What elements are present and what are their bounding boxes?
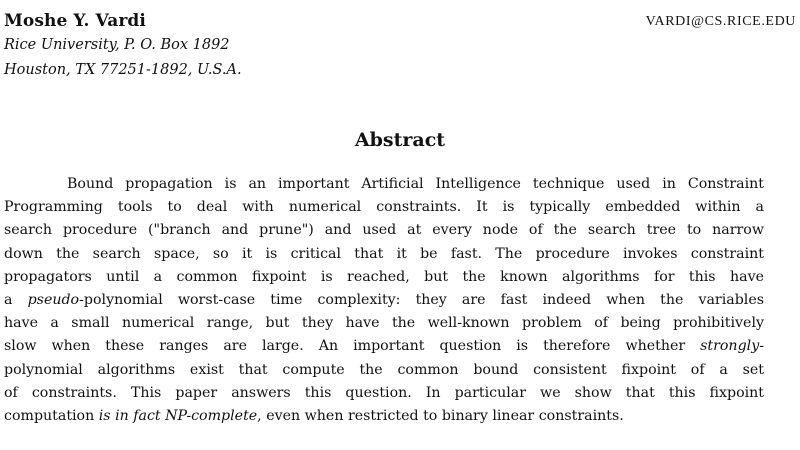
abstract-line-text: computation [4, 408, 99, 425]
abstract-line: have a small numerical range, but they have the well-known problem of being prohibitively [4, 315, 764, 332]
abstract-body [4, 173, 764, 428]
abstract-line [4, 335, 764, 358]
abstract-line [4, 405, 764, 428]
abstract-emphasis: pseudo [27, 292, 80, 309]
author-block [4, 9, 796, 83]
abstract-emphasis: is in fact NP-complete [98, 408, 258, 425]
author-name: Moshe Y. Vardi [4, 11, 146, 31]
abstract-line: of constraints. This paper answers this question. In particular we show that this fixpoint [4, 384, 764, 401]
abstract-line-text: -polynomial worst-case time complexity: they are fast indeed when the variables [79, 292, 765, 309]
abstract-line: polynomial algorithms exist that compute the common bound consistent fixpoint of a set [4, 361, 764, 378]
abstract-line-text: a [4, 292, 28, 309]
abstract-line: Programming tools to deal with numerical constraints. It is typically embedded within a [4, 199, 764, 216]
abstract-line [4, 289, 764, 312]
abstract-line: propagators until a common fixpoint is reached, but the known algorithms for this have [4, 268, 764, 285]
abstract-line: Bound propagation is an important Artificial Intelligence technique used in Constraint [67, 176, 764, 192]
abstract-line: search procedure ("branch and prune") and used at every node of the search tree to narrow [4, 222, 764, 239]
abstract-line-text: slow when these ranges are large. An important question is therefore whether [4, 338, 701, 355]
abstract-line-text: , even when restricted to binary linear constraints. [257, 408, 624, 425]
abstract-heading: Abstract [354, 129, 446, 151]
affiliation-line-2: Houston, TX 77251-1892, U.S.A. [4, 62, 242, 78]
abstract-line: down the search space, so it is critical that it be fast. The procedure invokes constraint [4, 245, 764, 262]
author-email: VARDI@CS.RICE.EDU [645, 14, 796, 29]
affiliation-line-1: Rice University, P. O. Box 1892 [4, 37, 230, 53]
abstract-emphasis: strongly- [700, 338, 764, 355]
